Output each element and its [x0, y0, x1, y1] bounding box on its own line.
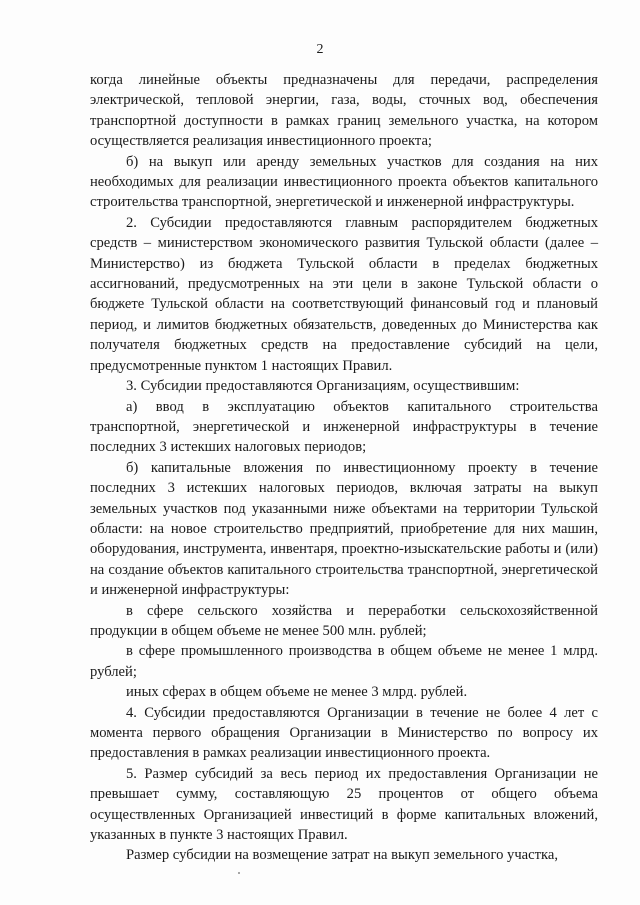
paragraph-4: 4. Субсидии предоставляются Организации в течение не более 4 лет с момента первого обращения Организации в Министерство по вопросу их предоставления в рамках реализации инвестиционного проекта. — [90, 704, 598, 762]
paragraph-3: 3. Субсидии предоставляются Организациям, осуществившим: — [126, 378, 520, 395]
paragraph-2: 2. Субсидии предоставляются главным распорядителем бюджетных средств – министерством экономического развития Тульской области (далее – Министерство) из бюджета Тульской области в пределах бюджетных ассигнований, предусмотренных на эти цели в законе Тульской области о бюджете Тульской области на соответствующий финансовый год и плановый период, и лимитов бюджетных обязательств, доведенных до Министерства как получателя бюджетных средств на предоставление субсидий на цели, предусмотренные пунктом 1 настоящих Правил. — [90, 214, 598, 374]
paragraph-3b: б) капитальные вложения по инвестиционному проекту в течение последних 3 истекших налоговых периодов, включая затраты на выкуп земельных участков под указанными ниже объектами на территории Тульской области: на новое строительство предприятий, приобретение для них машин, оборудования, инструмента, инвентаря, проектно-изыскательские работы и (или) на создание объектов капитального строительства транспортной, энергетической и инженерной инфраструктуры: — [90, 459, 598, 599]
document-body — [90, 70, 598, 866]
scan-speck — [238, 872, 240, 874]
paragraph-3b-other: иных сферах в общем объеме не менее 3 млрд. рублей. — [126, 684, 468, 701]
paragraph-3b-industry: в сфере промышленного производства в общем объеме не менее 1 млрд. рублей; — [90, 643, 598, 680]
paragraph-3a: а) ввод в эксплуатацию объектов капитального строительства транспортной, энергетической и инженерной инфраструктуры в течение последних 3 истекших налоговых периодов; — [90, 398, 598, 456]
page-number: 2 — [316, 42, 324, 57]
paragraph-3b-agriculture: в сфере сельского хозяйства и переработки сельскохозяйственной продукции в общем объеме не менее 500 млн. рублей; — [90, 602, 598, 639]
paragraph-5-continued: Размер субсидии на возмещение затрат на выкуп земельного участка, — [126, 847, 559, 864]
paragraph-1b: б) на выкуп или аренду земельных участков для создания на них необходимых для реализации инвестиционного проекта объектов капитального строительства транспортной, энергетической и инженерной инфраструктуры. — [90, 153, 598, 211]
paragraph-5: 5. Размер субсидий за весь период их предоставления Организации не превышает сумму, составляющую 25 процентов от общего объема осуществленных Организацией инвестиций в форме капитальных вложений, указанных в пункте 3 настоящих Правил. — [90, 765, 598, 844]
paragraph-continuation: когда линейные объекты предназначены для передачи, распределения электрической, тепловой энергии, газа, воды, сточных вод, обеспечения транспортной доступности в рамках границ земельного участка, на котором осуществляется реализация инвестиционного проекта; — [90, 72, 598, 150]
